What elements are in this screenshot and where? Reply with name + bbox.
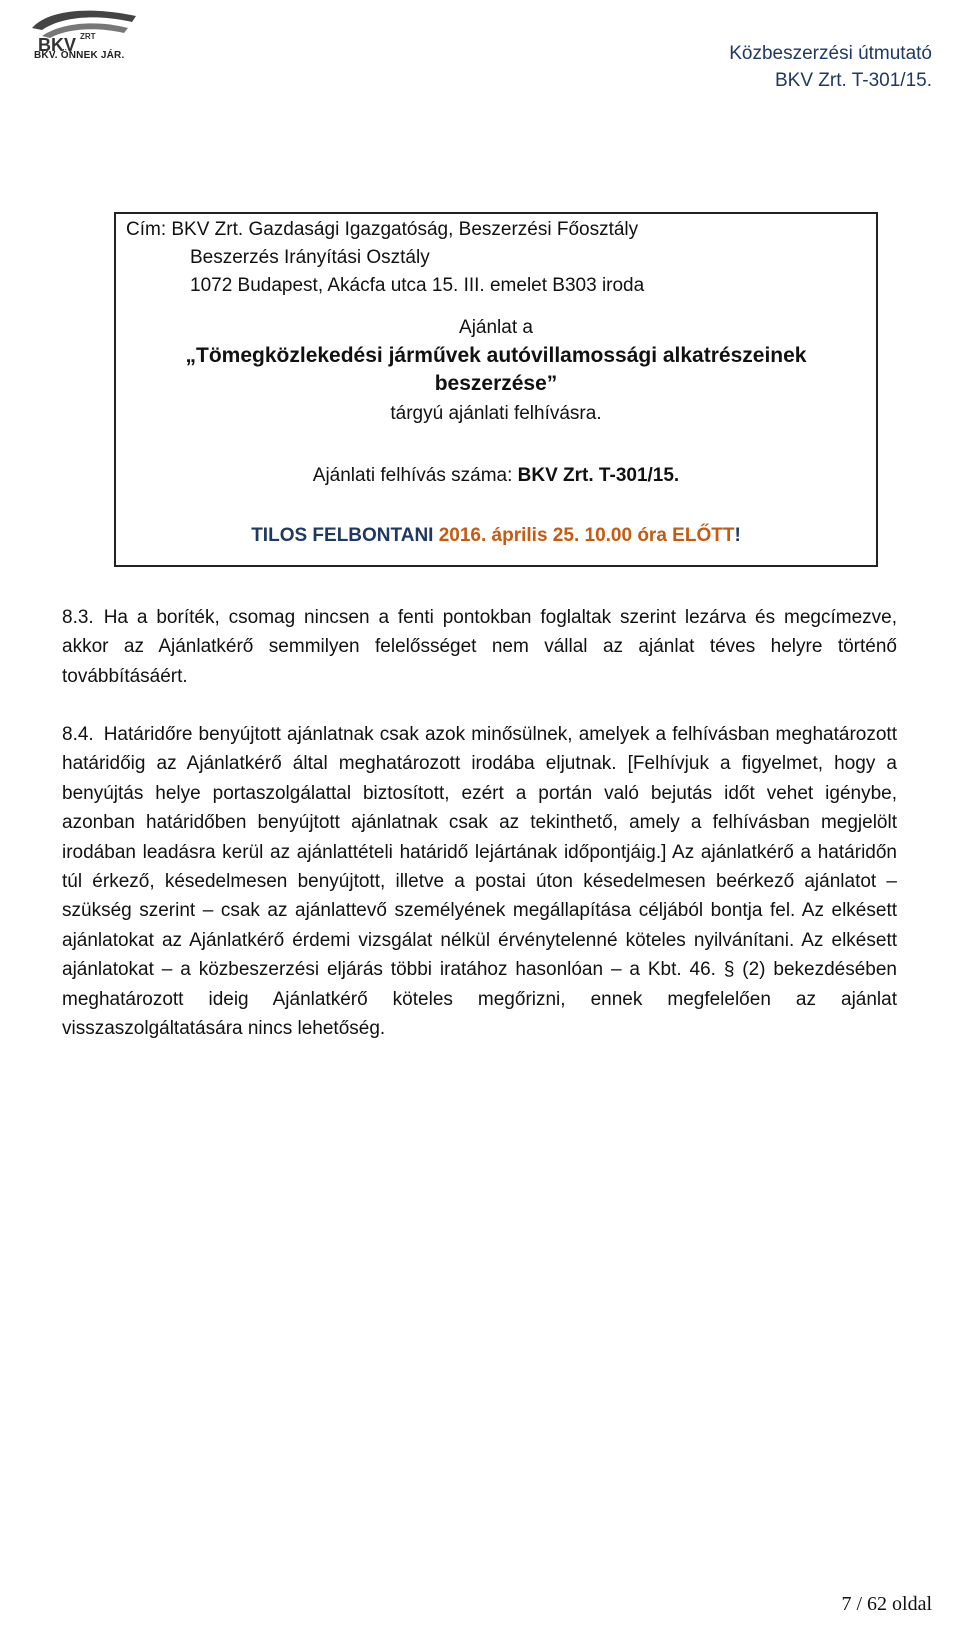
logo-tagline: BKV. ÖNNEK JÁR. (34, 50, 125, 61)
warning-prefix: TILOS FELBONTANI (251, 525, 439, 546)
section-8-4 (62, 720, 897, 1043)
warning-suffix: ! (734, 525, 741, 546)
section-text: Határidőre benyújtott ajánlatnak csak azok minősülnek, amelyek a felhívásban meghatározott határidőig az Ajánlatkérő által meghatározott irodába eljutnak. [Felhívjuk a figyelmet, hogy a benyújtás helye portaszolgálattal biztosított, ezért a portán való bejutás időt vehet igénybe, azonban határidőben benyújtott ajánlatnak csak az tekinthető, amely a felhívásban megjelölt irodában leadásra kerül az ajánlattételi határidő lejártának időpontjáig.] Az ajánlatkérő a határidőn túl érkező, késedelmesen benyújtott, illetve a postai úton késedelmesen beérkező ajánlatot – szükség szerint – csak az ajánlattevő személyének megállapítása céljából bontja fel. Az elkésett ajánlatokat az Ajánlatkérő érdemi vizsgálat nélkül érvénytelenné köteles nyilvánítani. Az elkésett ajánlatokat – a közbeszerzési eljárás többi iratához hasonlóan – a Kbt. 46. § (2) bekezdésében meghatározott ideig Ajánlatkérő köteles megőrizni, ennek megfelelően az ajánlat visszaszolgáltatására nincs lehetőség. (62, 724, 897, 1040)
address-block (126, 216, 644, 300)
page-number: 7 / 62 oldal (841, 1593, 932, 1615)
section-text: Ha a boríték, csomag nincsen a fenti pontokban foglaltak szerint lezárva és megcímezve, akkor az Ajánlatkérő semmilyen felelősséget nem vállal az ajánlat téves helyre történő továbbításáért. (62, 607, 897, 687)
address-line-2: Beszerzés Irányítási Osztály (190, 247, 430, 268)
section-8-3 (62, 603, 897, 691)
offer-title (116, 342, 876, 398)
bkv-logo-mark-icon (28, 6, 140, 54)
offer-title-line-1: „Tömegközlekedési járművek autóvillamossági alkatrészeinek (185, 344, 807, 367)
logo-suffix-text: ZRT (80, 32, 96, 41)
logo-brand-text: BKV (38, 35, 77, 54)
doc-reference: BKV Zrt. T-301/15. (774, 70, 932, 91)
do-not-open-warning (116, 522, 876, 550)
doc-title: Közbeszerzési útmutató (729, 43, 932, 64)
offer-label: Ajánlat a (459, 317, 533, 338)
call-number-prefix: Ajánlati felhívás száma: (312, 465, 518, 486)
address-line-1: Cím: BKV Zrt. Gazdasági Igazgatóság, Beszerzési Főosztály (126, 219, 639, 240)
envelope-label-box (114, 212, 878, 567)
address-line-3: 1072 Budapest, Akácfa utca 15. III. emelet B303 iroda (190, 275, 645, 296)
warning-deadline: 2016. április 25. 10.00 óra ELŐTT (438, 525, 735, 546)
offer-title-line-2: beszerzése” (434, 372, 558, 395)
offer-subtitle: tárgyú ajánlati felhívásra. (390, 403, 602, 424)
page-header (729, 40, 932, 94)
call-number: BKV Zrt. T-301/15. (517, 465, 680, 486)
section-number: 8.3. (62, 607, 94, 628)
call-number-line (116, 462, 876, 490)
section-number: 8.4. (62, 724, 94, 745)
